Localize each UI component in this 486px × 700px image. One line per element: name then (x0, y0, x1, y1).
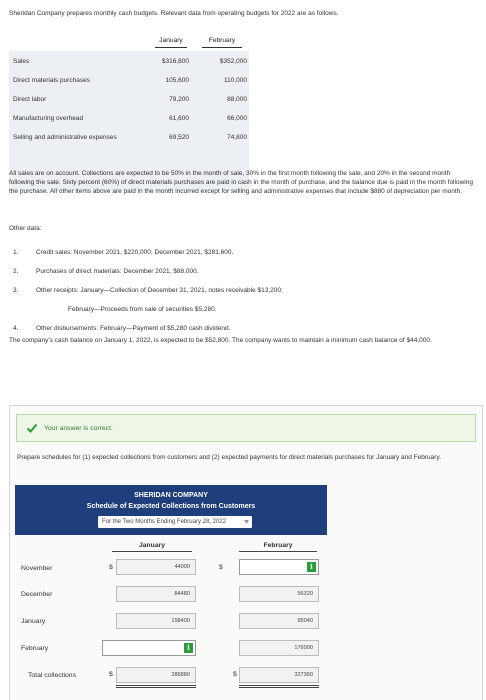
period-select[interactable] (98, 516, 252, 528)
row-label-december: December (21, 591, 53, 598)
row-label-february: February (21, 645, 49, 652)
double-underline (239, 685, 319, 688)
budget-row-jan: 105,600 (165, 77, 189, 84)
list-item-text: February—Proceeds from sale of securities $5,280. (68, 306, 217, 313)
budget-row-label: Sales (13, 58, 30, 65)
budget-row-jan: 69,520 (169, 134, 189, 141)
info-icon[interactable]: i (184, 643, 193, 653)
list-item-number: 2. (13, 268, 19, 275)
total-february-input[interactable]: 327360 (239, 667, 319, 683)
row-label-january: January (21, 618, 46, 625)
schedule-title: Schedule of Expected Collections from Customers (86, 503, 256, 510)
budget-col-february: February (202, 37, 242, 48)
column-header-january: January (112, 541, 192, 552)
february-february-input[interactable]: 176000 (239, 640, 319, 656)
budget-row (9, 111, 249, 129)
dollar-sign: $ (233, 671, 237, 678)
budget-row (9, 130, 249, 148)
budget-row-feb: $352,000 (219, 58, 247, 65)
budget-row-label: Direct labor (13, 96, 47, 103)
answer-panel (9, 405, 483, 700)
budget-row (9, 73, 249, 91)
dollar-sign: $ (109, 671, 113, 678)
list-item-text: Other disbursements: February—Payment of $5,280 cash dividend. (36, 325, 231, 332)
checkmark-icon (26, 422, 38, 434)
budget-row-jan: 61,600 (169, 115, 189, 122)
budget-row-feb: 88,000 (227, 96, 247, 103)
list-item-number: 3. (13, 287, 19, 294)
intro-text: Sheridan Company prepares monthly cash budgets. Relevant data from operating budgets for 2022 are as follows. (9, 10, 339, 17)
budget-row-jan: $316,800 (161, 58, 189, 65)
january-february-input[interactable]: 95040 (239, 613, 319, 629)
list-item-text: Purchases of direct materials: December 2021, $88,000. (36, 268, 199, 275)
chevron-down-icon (244, 520, 249, 524)
feedback-message: Your answer is correct. (44, 425, 113, 432)
row-label-november: November (21, 565, 53, 572)
schedule-header (15, 485, 327, 535)
total-collections-label: Total collections (28, 672, 76, 679)
list-item-text: Other receipts: January—Collection of December 31, 2021, notes receivable $13,200; (36, 287, 283, 294)
november-february-input[interactable] (239, 559, 319, 575)
dollar-sign: $ (109, 564, 113, 571)
budget-row-label: Direct materials purchases (13, 77, 90, 84)
column-header-february: February (239, 541, 317, 552)
cash-balance-text: The company's cash balance on January 1, 2022, is expected to be $52,800. The company wants to maintain a minimum cash balance of $44,000. (9, 337, 432, 344)
budget-row-label: Manufacturing overhead (13, 115, 84, 122)
budget-col-january: January (155, 37, 187, 48)
info-icon[interactable]: i (307, 562, 316, 572)
double-underline (116, 685, 196, 688)
december-february-input[interactable]: 56320 (239, 586, 319, 602)
other-data-label: Other data: (9, 225, 42, 232)
list-item-text: Credit sales: November 2021, $220,000; December 2021, $281,600. (36, 249, 234, 256)
dollar-sign: $ (219, 564, 223, 571)
instructions-text: Prepare schedules for (1) expected collections from customers and (2) expected payments for direct materials purchases for January and February. (17, 454, 442, 461)
correct-feedback (16, 414, 476, 442)
budget-row-feb: 110,000 (223, 77, 247, 84)
collection-policy-text: All sales are on account. Collections are expected to be 50% in the month of sale, 30% in the first month following the sale, and 20% in the second month following the sale. Sixty percent (60%) of direct materials purchases are paid in cash in the month of purchase, and the balance due is paid in the month following the purchase. All other items above are paid in the month incurred except for selling and administrative expenses that include $880 of depreciation per month. (9, 170, 473, 195)
november-january-input[interactable]: 44000 (116, 559, 196, 575)
budget-row-feb: 74,800 (227, 134, 247, 141)
company-name: SHERIDAN COMPANY (134, 492, 208, 499)
period-select-value: For the Two Months Ending February 28, 2022 (102, 519, 226, 525)
january-january-input[interactable]: 158400 (116, 613, 196, 629)
list-item-number: 1. (13, 249, 19, 256)
total-january-input[interactable]: 286880 (116, 667, 196, 683)
budget-row-feb: 66,000 (227, 115, 247, 122)
february-january-input[interactable] (102, 640, 196, 656)
budget-row-jan: 79,200 (169, 96, 189, 103)
budget-row (9, 92, 249, 110)
list-item-number: 4. (13, 325, 19, 332)
budget-row (9, 54, 249, 72)
budget-row-label: Selling and administrative expenses (13, 134, 117, 141)
december-january-input[interactable]: 84480 (116, 586, 196, 602)
